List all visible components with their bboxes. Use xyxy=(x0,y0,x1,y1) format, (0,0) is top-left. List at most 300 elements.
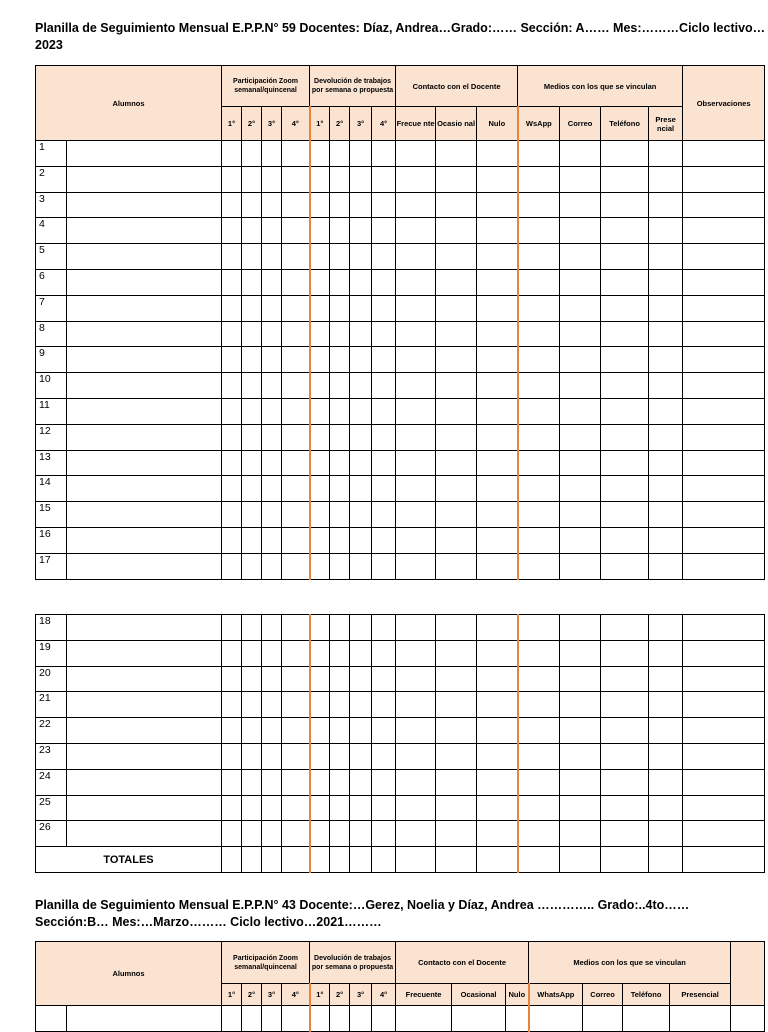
entry-cell[interactable] xyxy=(350,666,372,692)
entry-cell[interactable] xyxy=(436,244,477,270)
entry-cell[interactable] xyxy=(649,192,683,218)
entry-cell[interactable] xyxy=(477,553,518,579)
total-cell[interactable] xyxy=(649,847,683,873)
entry-cell[interactable] xyxy=(242,218,262,244)
entry-cell[interactable] xyxy=(518,615,560,641)
entry-cell[interactable] xyxy=(372,424,396,450)
entry-cell[interactable] xyxy=(436,141,477,167)
entry-cell[interactable] xyxy=(262,166,282,192)
entry-cell[interactable] xyxy=(282,450,310,476)
entry-cell[interactable] xyxy=(601,269,649,295)
entry-cell[interactable] xyxy=(372,450,396,476)
entry-cell[interactable] xyxy=(262,141,282,167)
entry-cell[interactable] xyxy=(649,692,683,718)
entry-cell[interactable] xyxy=(518,166,560,192)
entry-cell[interactable] xyxy=(330,553,350,579)
entry-cell[interactable] xyxy=(518,269,560,295)
entry-cell[interactable] xyxy=(350,141,372,167)
entry-cell[interactable] xyxy=(436,398,477,424)
entry-cell[interactable] xyxy=(560,244,601,270)
entry-cell[interactable] xyxy=(282,321,310,347)
entry-cell[interactable] xyxy=(242,321,262,347)
entry-cell[interactable] xyxy=(222,743,242,769)
entry-cell[interactable] xyxy=(649,347,683,373)
entry-cell[interactable] xyxy=(222,347,242,373)
entry-cell[interactable] xyxy=(731,1006,765,1032)
entry-cell[interactable] xyxy=(310,321,330,347)
entry-cell[interactable] xyxy=(330,795,350,821)
entry-cell[interactable] xyxy=(436,692,477,718)
entry-cell[interactable] xyxy=(649,615,683,641)
entry-cell[interactable] xyxy=(683,373,765,399)
entry-cell[interactable] xyxy=(396,640,436,666)
entry-cell[interactable] xyxy=(477,166,518,192)
total-cell[interactable] xyxy=(518,847,560,873)
entry-cell[interactable] xyxy=(330,450,350,476)
entry-cell[interactable] xyxy=(310,295,330,321)
entry-cell[interactable] xyxy=(372,373,396,399)
student-name-cell[interactable] xyxy=(67,795,222,821)
entry-cell[interactable] xyxy=(477,615,518,641)
entry-cell[interactable] xyxy=(310,1006,330,1032)
entry-cell[interactable] xyxy=(518,795,560,821)
entry-cell[interactable] xyxy=(649,769,683,795)
entry-cell[interactable] xyxy=(683,192,765,218)
entry-cell[interactable] xyxy=(623,1006,670,1032)
entry-cell[interactable] xyxy=(601,244,649,270)
entry-cell[interactable] xyxy=(282,141,310,167)
entry-cell[interactable] xyxy=(350,424,372,450)
student-name-cell[interactable] xyxy=(67,295,222,321)
entry-cell[interactable] xyxy=(242,640,262,666)
entry-cell[interactable] xyxy=(560,476,601,502)
entry-cell[interactable] xyxy=(649,373,683,399)
entry-cell[interactable] xyxy=(372,398,396,424)
entry-cell[interactable] xyxy=(372,321,396,347)
entry-cell[interactable] xyxy=(477,476,518,502)
entry-cell[interactable] xyxy=(683,795,765,821)
entry-cell[interactable] xyxy=(330,1006,350,1032)
entry-cell[interactable] xyxy=(310,527,330,553)
entry-cell[interactable] xyxy=(477,502,518,528)
entry-cell[interactable] xyxy=(372,1006,396,1032)
entry-cell[interactable] xyxy=(601,821,649,847)
entry-cell[interactable] xyxy=(477,295,518,321)
entry-cell[interactable] xyxy=(222,527,242,553)
entry-cell[interactable] xyxy=(396,269,436,295)
entry-cell[interactable] xyxy=(396,821,436,847)
entry-cell[interactable] xyxy=(477,640,518,666)
entry-cell[interactable] xyxy=(282,1006,310,1032)
entry-cell[interactable] xyxy=(330,476,350,502)
entry-cell[interactable] xyxy=(330,666,350,692)
entry-cell[interactable] xyxy=(518,141,560,167)
entry-cell[interactable] xyxy=(222,502,242,528)
entry-cell[interactable] xyxy=(222,398,242,424)
entry-cell[interactable] xyxy=(436,769,477,795)
entry-cell[interactable] xyxy=(282,166,310,192)
entry-cell[interactable] xyxy=(350,502,372,528)
entry-cell[interactable] xyxy=(350,743,372,769)
entry-cell[interactable] xyxy=(649,527,683,553)
entry-cell[interactable] xyxy=(518,373,560,399)
entry-cell[interactable] xyxy=(310,141,330,167)
entry-cell[interactable] xyxy=(560,527,601,553)
entry-cell[interactable] xyxy=(601,321,649,347)
entry-cell[interactable] xyxy=(222,821,242,847)
entry-cell[interactable] xyxy=(310,476,330,502)
total-cell[interactable] xyxy=(683,847,765,873)
entry-cell[interactable] xyxy=(330,244,350,270)
entry-cell[interactable] xyxy=(372,295,396,321)
entry-cell[interactable] xyxy=(477,347,518,373)
entry-cell[interactable] xyxy=(649,141,683,167)
entry-cell[interactable] xyxy=(222,450,242,476)
entry-cell[interactable] xyxy=(683,527,765,553)
entry-cell[interactable] xyxy=(222,769,242,795)
entry-cell[interactable] xyxy=(330,821,350,847)
student-name-cell[interactable] xyxy=(67,373,222,399)
entry-cell[interactable] xyxy=(262,244,282,270)
entry-cell[interactable] xyxy=(282,269,310,295)
entry-cell[interactable] xyxy=(242,821,262,847)
entry-cell[interactable] xyxy=(560,821,601,847)
entry-cell[interactable] xyxy=(396,321,436,347)
entry-cell[interactable] xyxy=(396,295,436,321)
entry-cell[interactable] xyxy=(350,769,372,795)
entry-cell[interactable] xyxy=(518,450,560,476)
entry-cell[interactable] xyxy=(518,692,560,718)
entry-cell[interactable] xyxy=(477,450,518,476)
student-name-cell[interactable] xyxy=(67,269,222,295)
entry-cell[interactable] xyxy=(330,718,350,744)
entry-cell[interactable] xyxy=(683,347,765,373)
entry-cell[interactable] xyxy=(262,795,282,821)
entry-cell[interactable] xyxy=(310,398,330,424)
entry-cell[interactable] xyxy=(330,615,350,641)
entry-cell[interactable] xyxy=(330,743,350,769)
entry-cell[interactable] xyxy=(601,795,649,821)
entry-cell[interactable] xyxy=(372,192,396,218)
entry-cell[interactable] xyxy=(282,718,310,744)
entry-cell[interactable] xyxy=(518,476,560,502)
entry-cell[interactable] xyxy=(560,321,601,347)
entry-cell[interactable] xyxy=(330,373,350,399)
entry-cell[interactable] xyxy=(262,373,282,399)
entry-cell[interactable] xyxy=(649,269,683,295)
entry-cell[interactable] xyxy=(396,424,436,450)
entry-cell[interactable] xyxy=(477,718,518,744)
entry-cell[interactable] xyxy=(242,424,262,450)
entry-cell[interactable] xyxy=(560,295,601,321)
student-name-cell[interactable] xyxy=(67,1006,222,1032)
entry-cell[interactable] xyxy=(518,769,560,795)
entry-cell[interactable] xyxy=(372,821,396,847)
total-cell[interactable] xyxy=(330,847,350,873)
entry-cell[interactable] xyxy=(222,615,242,641)
entry-cell[interactable] xyxy=(601,218,649,244)
entry-cell[interactable] xyxy=(560,615,601,641)
entry-cell[interactable] xyxy=(477,424,518,450)
entry-cell[interactable] xyxy=(683,218,765,244)
entry-cell[interactable] xyxy=(350,321,372,347)
entry-cell[interactable] xyxy=(372,769,396,795)
entry-cell[interactable] xyxy=(262,666,282,692)
entry-cell[interactable] xyxy=(242,769,262,795)
entry-cell[interactable] xyxy=(518,244,560,270)
entry-cell[interactable] xyxy=(601,640,649,666)
entry-cell[interactable] xyxy=(242,692,262,718)
entry-cell[interactable] xyxy=(262,424,282,450)
entry-cell[interactable] xyxy=(282,192,310,218)
entry-cell[interactable] xyxy=(477,769,518,795)
entry-cell[interactable] xyxy=(436,476,477,502)
student-name-cell[interactable] xyxy=(67,398,222,424)
entry-cell[interactable] xyxy=(350,295,372,321)
entry-cell[interactable] xyxy=(282,553,310,579)
entry-cell[interactable] xyxy=(560,450,601,476)
entry-cell[interactable] xyxy=(560,141,601,167)
total-cell[interactable] xyxy=(477,847,518,873)
entry-cell[interactable] xyxy=(683,640,765,666)
entry-cell[interactable] xyxy=(529,1006,583,1032)
entry-cell[interactable] xyxy=(262,615,282,641)
entry-cell[interactable] xyxy=(310,218,330,244)
entry-cell[interactable] xyxy=(683,166,765,192)
total-cell[interactable] xyxy=(350,847,372,873)
entry-cell[interactable] xyxy=(282,373,310,399)
entry-cell[interactable] xyxy=(310,450,330,476)
entry-cell[interactable] xyxy=(518,743,560,769)
entry-cell[interactable] xyxy=(242,795,262,821)
entry-cell[interactable] xyxy=(310,718,330,744)
entry-cell[interactable] xyxy=(683,424,765,450)
entry-cell[interactable] xyxy=(601,141,649,167)
entry-cell[interactable] xyxy=(601,450,649,476)
entry-cell[interactable] xyxy=(396,615,436,641)
entry-cell[interactable] xyxy=(350,218,372,244)
entry-cell[interactable] xyxy=(262,398,282,424)
entry-cell[interactable] xyxy=(560,373,601,399)
entry-cell[interactable] xyxy=(330,502,350,528)
total-cell[interactable] xyxy=(282,847,310,873)
entry-cell[interactable] xyxy=(350,398,372,424)
entry-cell[interactable] xyxy=(601,502,649,528)
entry-cell[interactable] xyxy=(372,666,396,692)
entry-cell[interactable] xyxy=(310,640,330,666)
entry-cell[interactable] xyxy=(436,502,477,528)
entry-cell[interactable] xyxy=(310,692,330,718)
entry-cell[interactable] xyxy=(282,476,310,502)
entry-cell[interactable] xyxy=(452,1006,506,1032)
entry-cell[interactable] xyxy=(310,743,330,769)
entry-cell[interactable] xyxy=(583,1006,623,1032)
entry-cell[interactable] xyxy=(436,718,477,744)
entry-cell[interactable] xyxy=(560,424,601,450)
entry-cell[interactable] xyxy=(222,640,242,666)
entry-cell[interactable] xyxy=(396,795,436,821)
entry-cell[interactable] xyxy=(242,553,262,579)
entry-cell[interactable] xyxy=(310,244,330,270)
entry-cell[interactable] xyxy=(222,553,242,579)
entry-cell[interactable] xyxy=(560,553,601,579)
entry-cell[interactable] xyxy=(396,502,436,528)
entry-cell[interactable] xyxy=(310,795,330,821)
entry-cell[interactable] xyxy=(477,398,518,424)
entry-cell[interactable] xyxy=(262,476,282,502)
entry-cell[interactable] xyxy=(649,553,683,579)
entry-cell[interactable] xyxy=(242,502,262,528)
entry-cell[interactable] xyxy=(262,769,282,795)
entry-cell[interactable] xyxy=(518,347,560,373)
student-name-cell[interactable] xyxy=(67,166,222,192)
entry-cell[interactable] xyxy=(601,166,649,192)
student-name-cell[interactable] xyxy=(67,527,222,553)
student-name-cell[interactable] xyxy=(67,321,222,347)
entry-cell[interactable] xyxy=(330,398,350,424)
entry-cell[interactable] xyxy=(350,450,372,476)
entry-cell[interactable] xyxy=(222,166,242,192)
entry-cell[interactable] xyxy=(242,269,262,295)
entry-cell[interactable] xyxy=(330,424,350,450)
entry-cell[interactable] xyxy=(242,450,262,476)
entry-cell[interactable] xyxy=(518,527,560,553)
student-name-cell[interactable] xyxy=(67,424,222,450)
entry-cell[interactable] xyxy=(350,373,372,399)
entry-cell[interactable] xyxy=(372,141,396,167)
entry-cell[interactable] xyxy=(222,692,242,718)
entry-cell[interactable] xyxy=(518,502,560,528)
entry-cell[interactable] xyxy=(601,615,649,641)
student-name-cell[interactable] xyxy=(67,450,222,476)
entry-cell[interactable] xyxy=(649,244,683,270)
entry-cell[interactable] xyxy=(282,692,310,718)
entry-cell[interactable] xyxy=(560,769,601,795)
entry-cell[interactable] xyxy=(683,718,765,744)
student-name-cell[interactable] xyxy=(67,244,222,270)
entry-cell[interactable] xyxy=(683,615,765,641)
student-name-cell[interactable] xyxy=(67,718,222,744)
entry-cell[interactable] xyxy=(396,450,436,476)
entry-cell[interactable] xyxy=(560,398,601,424)
student-name-cell[interactable] xyxy=(67,615,222,641)
entry-cell[interactable] xyxy=(436,527,477,553)
entry-cell[interactable] xyxy=(649,743,683,769)
entry-cell[interactable] xyxy=(350,718,372,744)
entry-cell[interactable] xyxy=(560,166,601,192)
entry-cell[interactable] xyxy=(396,1006,452,1032)
student-name-cell[interactable] xyxy=(67,666,222,692)
entry-cell[interactable] xyxy=(560,640,601,666)
entry-cell[interactable] xyxy=(372,640,396,666)
entry-cell[interactable] xyxy=(396,553,436,579)
entry-cell[interactable] xyxy=(649,218,683,244)
entry-cell[interactable] xyxy=(601,476,649,502)
entry-cell[interactable] xyxy=(518,666,560,692)
entry-cell[interactable] xyxy=(262,692,282,718)
entry-cell[interactable] xyxy=(372,244,396,270)
entry-cell[interactable] xyxy=(396,769,436,795)
entry-cell[interactable] xyxy=(372,347,396,373)
entry-cell[interactable] xyxy=(310,821,330,847)
entry-cell[interactable] xyxy=(477,244,518,270)
entry-cell[interactable] xyxy=(683,743,765,769)
entry-cell[interactable] xyxy=(396,347,436,373)
entry-cell[interactable] xyxy=(396,692,436,718)
entry-cell[interactable] xyxy=(262,218,282,244)
entry-cell[interactable] xyxy=(350,527,372,553)
entry-cell[interactable] xyxy=(350,640,372,666)
entry-cell[interactable] xyxy=(477,743,518,769)
entry-cell[interactable] xyxy=(372,615,396,641)
entry-cell[interactable] xyxy=(601,424,649,450)
entry-cell[interactable] xyxy=(282,527,310,553)
entry-cell[interactable] xyxy=(560,795,601,821)
entry-cell[interactable] xyxy=(396,244,436,270)
entry-cell[interactable] xyxy=(372,692,396,718)
entry-cell[interactable] xyxy=(372,553,396,579)
total-cell[interactable] xyxy=(396,847,436,873)
entry-cell[interactable] xyxy=(683,502,765,528)
entry-cell[interactable] xyxy=(262,502,282,528)
entry-cell[interactable] xyxy=(372,269,396,295)
entry-cell[interactable] xyxy=(372,476,396,502)
entry-cell[interactable] xyxy=(601,692,649,718)
entry-cell[interactable] xyxy=(436,795,477,821)
entry-cell[interactable] xyxy=(350,615,372,641)
entry-cell[interactable] xyxy=(649,795,683,821)
student-name-cell[interactable] xyxy=(67,502,222,528)
entry-cell[interactable] xyxy=(396,192,436,218)
entry-cell[interactable] xyxy=(372,718,396,744)
entry-cell[interactable] xyxy=(242,141,262,167)
entry-cell[interactable] xyxy=(649,450,683,476)
entry-cell[interactable] xyxy=(282,244,310,270)
entry-cell[interactable] xyxy=(330,269,350,295)
entry-cell[interactable] xyxy=(262,450,282,476)
entry-cell[interactable] xyxy=(350,821,372,847)
entry-cell[interactable] xyxy=(330,347,350,373)
entry-cell[interactable] xyxy=(242,192,262,218)
student-name-cell[interactable] xyxy=(67,218,222,244)
student-name-cell[interactable] xyxy=(67,141,222,167)
entry-cell[interactable] xyxy=(330,769,350,795)
entry-cell[interactable] xyxy=(372,218,396,244)
entry-cell[interactable] xyxy=(436,295,477,321)
entry-cell[interactable] xyxy=(436,640,477,666)
entry-cell[interactable] xyxy=(350,476,372,502)
entry-cell[interactable] xyxy=(262,295,282,321)
entry-cell[interactable] xyxy=(436,424,477,450)
entry-cell[interactable] xyxy=(350,692,372,718)
entry-cell[interactable] xyxy=(222,218,242,244)
entry-cell[interactable] xyxy=(396,398,436,424)
entry-cell[interactable] xyxy=(350,1006,372,1032)
entry-cell[interactable] xyxy=(222,192,242,218)
entry-cell[interactable] xyxy=(560,692,601,718)
entry-cell[interactable] xyxy=(477,321,518,347)
entry-cell[interactable] xyxy=(262,553,282,579)
entry-cell[interactable] xyxy=(518,295,560,321)
entry-cell[interactable] xyxy=(282,502,310,528)
entry-cell[interactable] xyxy=(683,244,765,270)
entry-cell[interactable] xyxy=(262,527,282,553)
entry-cell[interactable] xyxy=(330,527,350,553)
total-cell[interactable] xyxy=(242,847,262,873)
entry-cell[interactable] xyxy=(262,718,282,744)
entry-cell[interactable] xyxy=(436,666,477,692)
entry-cell[interactable] xyxy=(477,795,518,821)
